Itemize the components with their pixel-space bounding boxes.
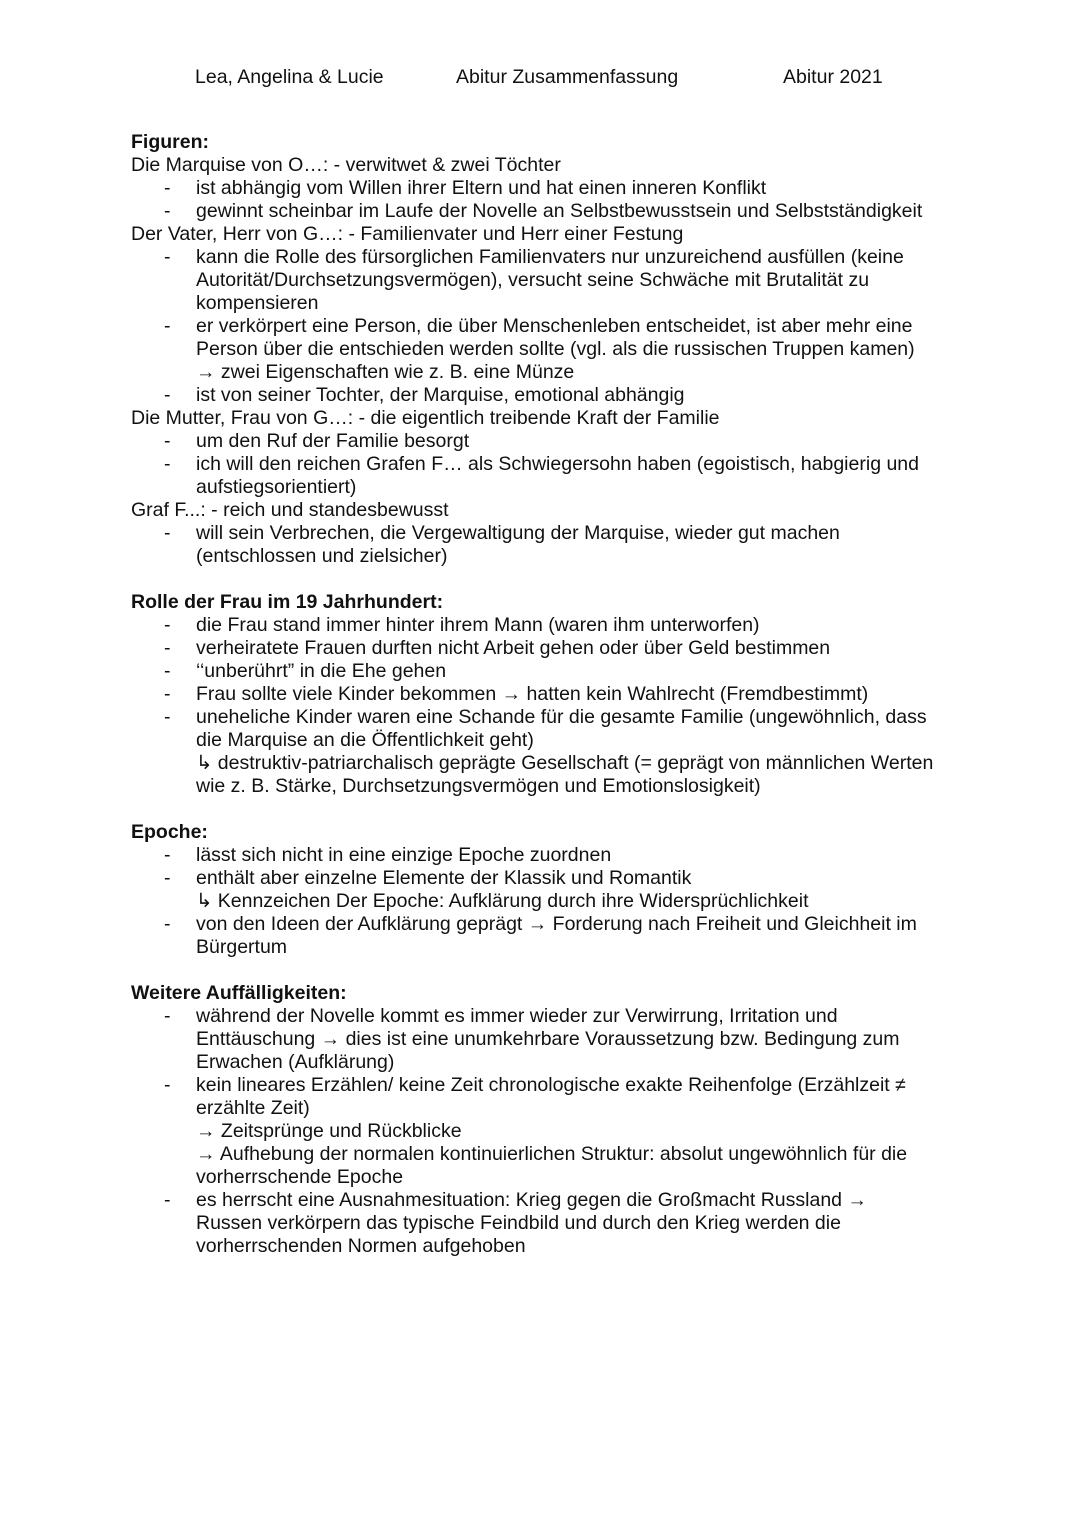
character-intro-mutter: Die Mutter, Frau von G…: - die eigentlich treibende Kraft der Familie — [131, 407, 720, 429]
page-header — [0, 66, 1080, 90]
header-authors: Lea, Angelina & Lucie — [195, 66, 384, 88]
section-heading: Rolle der Frau im 19 Jahrhundert: — [131, 591, 444, 613]
bullet-text-line: Russen verkörpern das typische Feindbild und durch den Krieg werden die — [196, 1212, 841, 1234]
bullet-dash-icon: - — [164, 522, 171, 544]
bullet-text-line: wie z. B. Stärke, Durchsetzungsvermögen und Emotionslosigkeit) — [196, 775, 761, 797]
bullet-text-line: erzählte Zeit) — [196, 1097, 310, 1119]
bullet-dash-icon: - — [164, 1189, 171, 1211]
bullet-list — [131, 177, 961, 223]
bullet-dash-icon: - — [164, 637, 171, 659]
bullet-dash-icon: - — [164, 384, 171, 406]
section-rolle-der-frau — [131, 591, 961, 798]
bullet-item — [131, 1074, 961, 1189]
section-heading: Epoche: — [131, 821, 208, 843]
bullet-dash-icon: - — [164, 430, 171, 452]
bullet-text-line: von den Ideen der Aufklärung geprägt → Forderung nach Freiheit und Gleichheit im — [196, 913, 917, 935]
bullet-item — [131, 867, 961, 913]
bullet-text-line: ist von seiner Tochter, der Marquise, emotional abhängig — [196, 384, 685, 406]
bullet-item — [131, 246, 961, 315]
bullet-item — [131, 1005, 961, 1074]
section-epoche — [131, 821, 961, 959]
section-spacer — [131, 959, 961, 982]
bullet-text-line: kein lineares Erzählen/ keine Zeit chronologische exakte Reihenfolge (Erzählzeit ≠ — [196, 1074, 906, 1096]
bullet-item — [131, 430, 961, 453]
bullet-item — [131, 660, 961, 683]
character-intro-graf: Graf F...: - reich und standesbewusst — [131, 499, 449, 521]
bullet-item — [131, 453, 961, 499]
bullet-text-line: es herrscht eine Ausnahmesituation: Krieg gegen die Großmacht Russland → — [196, 1189, 867, 1211]
section-spacer — [131, 568, 961, 591]
bullet-item — [131, 844, 961, 867]
bullet-item — [131, 177, 961, 200]
character-intro-marquise: Die Marquise von O…: - verwitwet & zwei Töchter — [131, 154, 561, 176]
bullet-text-line: ich will den reichen Grafen F… als Schwiegersohn haben (egoistisch, habgierig und — [196, 453, 919, 475]
bullet-text-line: Frau sollte viele Kinder bekommen → hatten kein Wahlrecht (Fremdbestimmt) — [196, 683, 869, 705]
bullet-text-line: kann die Rolle des fürsorglichen Familienvaters nur unzureichend ausfüllen (keine — [196, 246, 904, 268]
bullet-item — [131, 1189, 961, 1258]
bullet-text-line: die Marquise an die Öffentlichkeit geht) — [196, 729, 534, 751]
bullet-dash-icon: - — [164, 867, 171, 889]
bullet-text-line: er verkörpert eine Person, die über Menschenleben entscheidet, ist aber mehr eine — [196, 315, 913, 337]
bullet-list — [131, 1005, 961, 1258]
header-title: Abitur Zusammenfassung — [456, 66, 679, 88]
bullet-text-line: gewinnt scheinbar im Laufe der Novelle an Selbstbewusstsein und Selbstständigkeit — [196, 200, 923, 222]
bullet-text-line: verheiratete Frauen durften nicht Arbeit gehen oder über Geld bestimmen — [196, 637, 831, 659]
bullet-text-line: Person über die entschieden werden sollte (vgl. als die russischen Truppen kamen) — [196, 338, 915, 360]
bullet-text-line: → Aufhebung der normalen kontinuierlichen Struktur: absolut ungewöhnlich für die — [196, 1143, 908, 1165]
bullet-list — [131, 522, 961, 568]
section-spacer — [131, 798, 961, 821]
bullet-dash-icon: - — [164, 453, 171, 475]
bullet-dash-icon: - — [164, 660, 171, 682]
bullet-text-line: → zwei Eigenschaften wie z. B. eine Münze — [196, 361, 575, 383]
bullet-text-line: → Zeitsprünge und Rückblicke — [196, 1120, 462, 1142]
section-figuren — [131, 131, 961, 568]
bullet-item — [131, 614, 961, 637]
bullet-text-line: Bürgertum — [196, 936, 288, 958]
bullet-text-line: ‘‘unberührt” in die Ehe gehen — [196, 660, 447, 682]
section-heading: Weitere Auffälligkeiten: — [131, 982, 347, 1004]
section-heading: Figuren: — [131, 131, 209, 153]
bullet-text-line: aufstiegsorientiert) — [196, 476, 357, 498]
bullet-item — [131, 913, 961, 959]
bullet-text-line: vorherrschenden Normen aufgehoben — [196, 1235, 526, 1257]
bullet-text-line: enthält aber einzelne Elemente der Klassik und Romantik — [196, 867, 692, 889]
bullet-dash-icon: - — [164, 913, 171, 935]
bullet-item — [131, 637, 961, 660]
bullet-text-line: (entschlossen und zielsicher) — [196, 545, 448, 567]
bullet-item — [131, 200, 961, 223]
bullet-list — [131, 430, 961, 499]
bullet-text-line: Enttäuschung → dies ist eine unumkehrbare Voraussetzung bzw. Bedingung zum — [196, 1028, 900, 1050]
bullet-text-line: ↳ destruktiv-patriarchalisch geprägte Gesellschaft (= geprägt von männlichen Werten — [196, 752, 934, 774]
bullet-dash-icon: - — [164, 614, 171, 636]
bullet-text-line: Erwachen (Aufklärung) — [196, 1051, 395, 1073]
bullet-dash-icon: - — [164, 246, 171, 268]
bullet-item — [131, 522, 961, 568]
bullet-dash-icon: - — [164, 1074, 171, 1096]
bullet-item — [131, 706, 961, 798]
bullet-list — [131, 614, 961, 798]
bullet-dash-icon: - — [164, 683, 171, 705]
bullet-dash-icon: - — [164, 177, 171, 199]
bullet-item — [131, 384, 961, 407]
bullet-text-line: uneheliche Kinder waren eine Schande für die gesamte Familie (ungewöhnlich, dass — [196, 706, 927, 728]
header-exam: Abitur 2021 — [783, 66, 883, 88]
bullet-dash-icon: - — [164, 200, 171, 222]
bullet-text-line: ↳ Kennzeichen Der Epoche: Aufklärung durch ihre Widersprüchlichkeit — [196, 890, 809, 912]
document-body — [131, 131, 961, 1258]
bullet-dash-icon: - — [164, 315, 171, 337]
bullet-dash-icon: - — [164, 706, 171, 728]
bullet-list — [131, 246, 961, 407]
bullet-text-line: will sein Verbrechen, die Vergewaltigung der Marquise, wieder gut machen — [196, 522, 840, 544]
bullet-text-line: kompensieren — [196, 292, 319, 314]
character-intro-vater: Der Vater, Herr von G…: - Familienvater und Herr einer Festung — [131, 223, 684, 245]
section-weitere-auffaelligkeiten — [131, 982, 961, 1258]
bullet-item — [131, 315, 961, 384]
bullet-text-line: ist abhängig vom Willen ihrer Eltern und hat einen inneren Konflikt — [196, 177, 767, 199]
bullet-text-line: Autorität/Durchsetzungsvermögen), versucht seine Schwäche mit Brutalität zu — [196, 269, 870, 291]
bullet-item — [131, 683, 961, 706]
bullet-list — [131, 844, 961, 959]
bullet-text-line: die Frau stand immer hinter ihrem Mann (waren ihm unterworfen) — [196, 614, 760, 636]
bullet-dash-icon: - — [164, 844, 171, 866]
bullet-dash-icon: - — [164, 1005, 171, 1027]
bullet-text-line: um den Ruf der Familie besorgt — [196, 430, 470, 452]
bullet-text-line: während der Novelle kommt es immer wieder zur Verwirrung, Irritation und — [196, 1005, 838, 1027]
bullet-text-line: lässt sich nicht in eine einzige Epoche zuordnen — [196, 844, 612, 866]
bullet-text-line: vorherrschende Epoche — [196, 1166, 404, 1188]
